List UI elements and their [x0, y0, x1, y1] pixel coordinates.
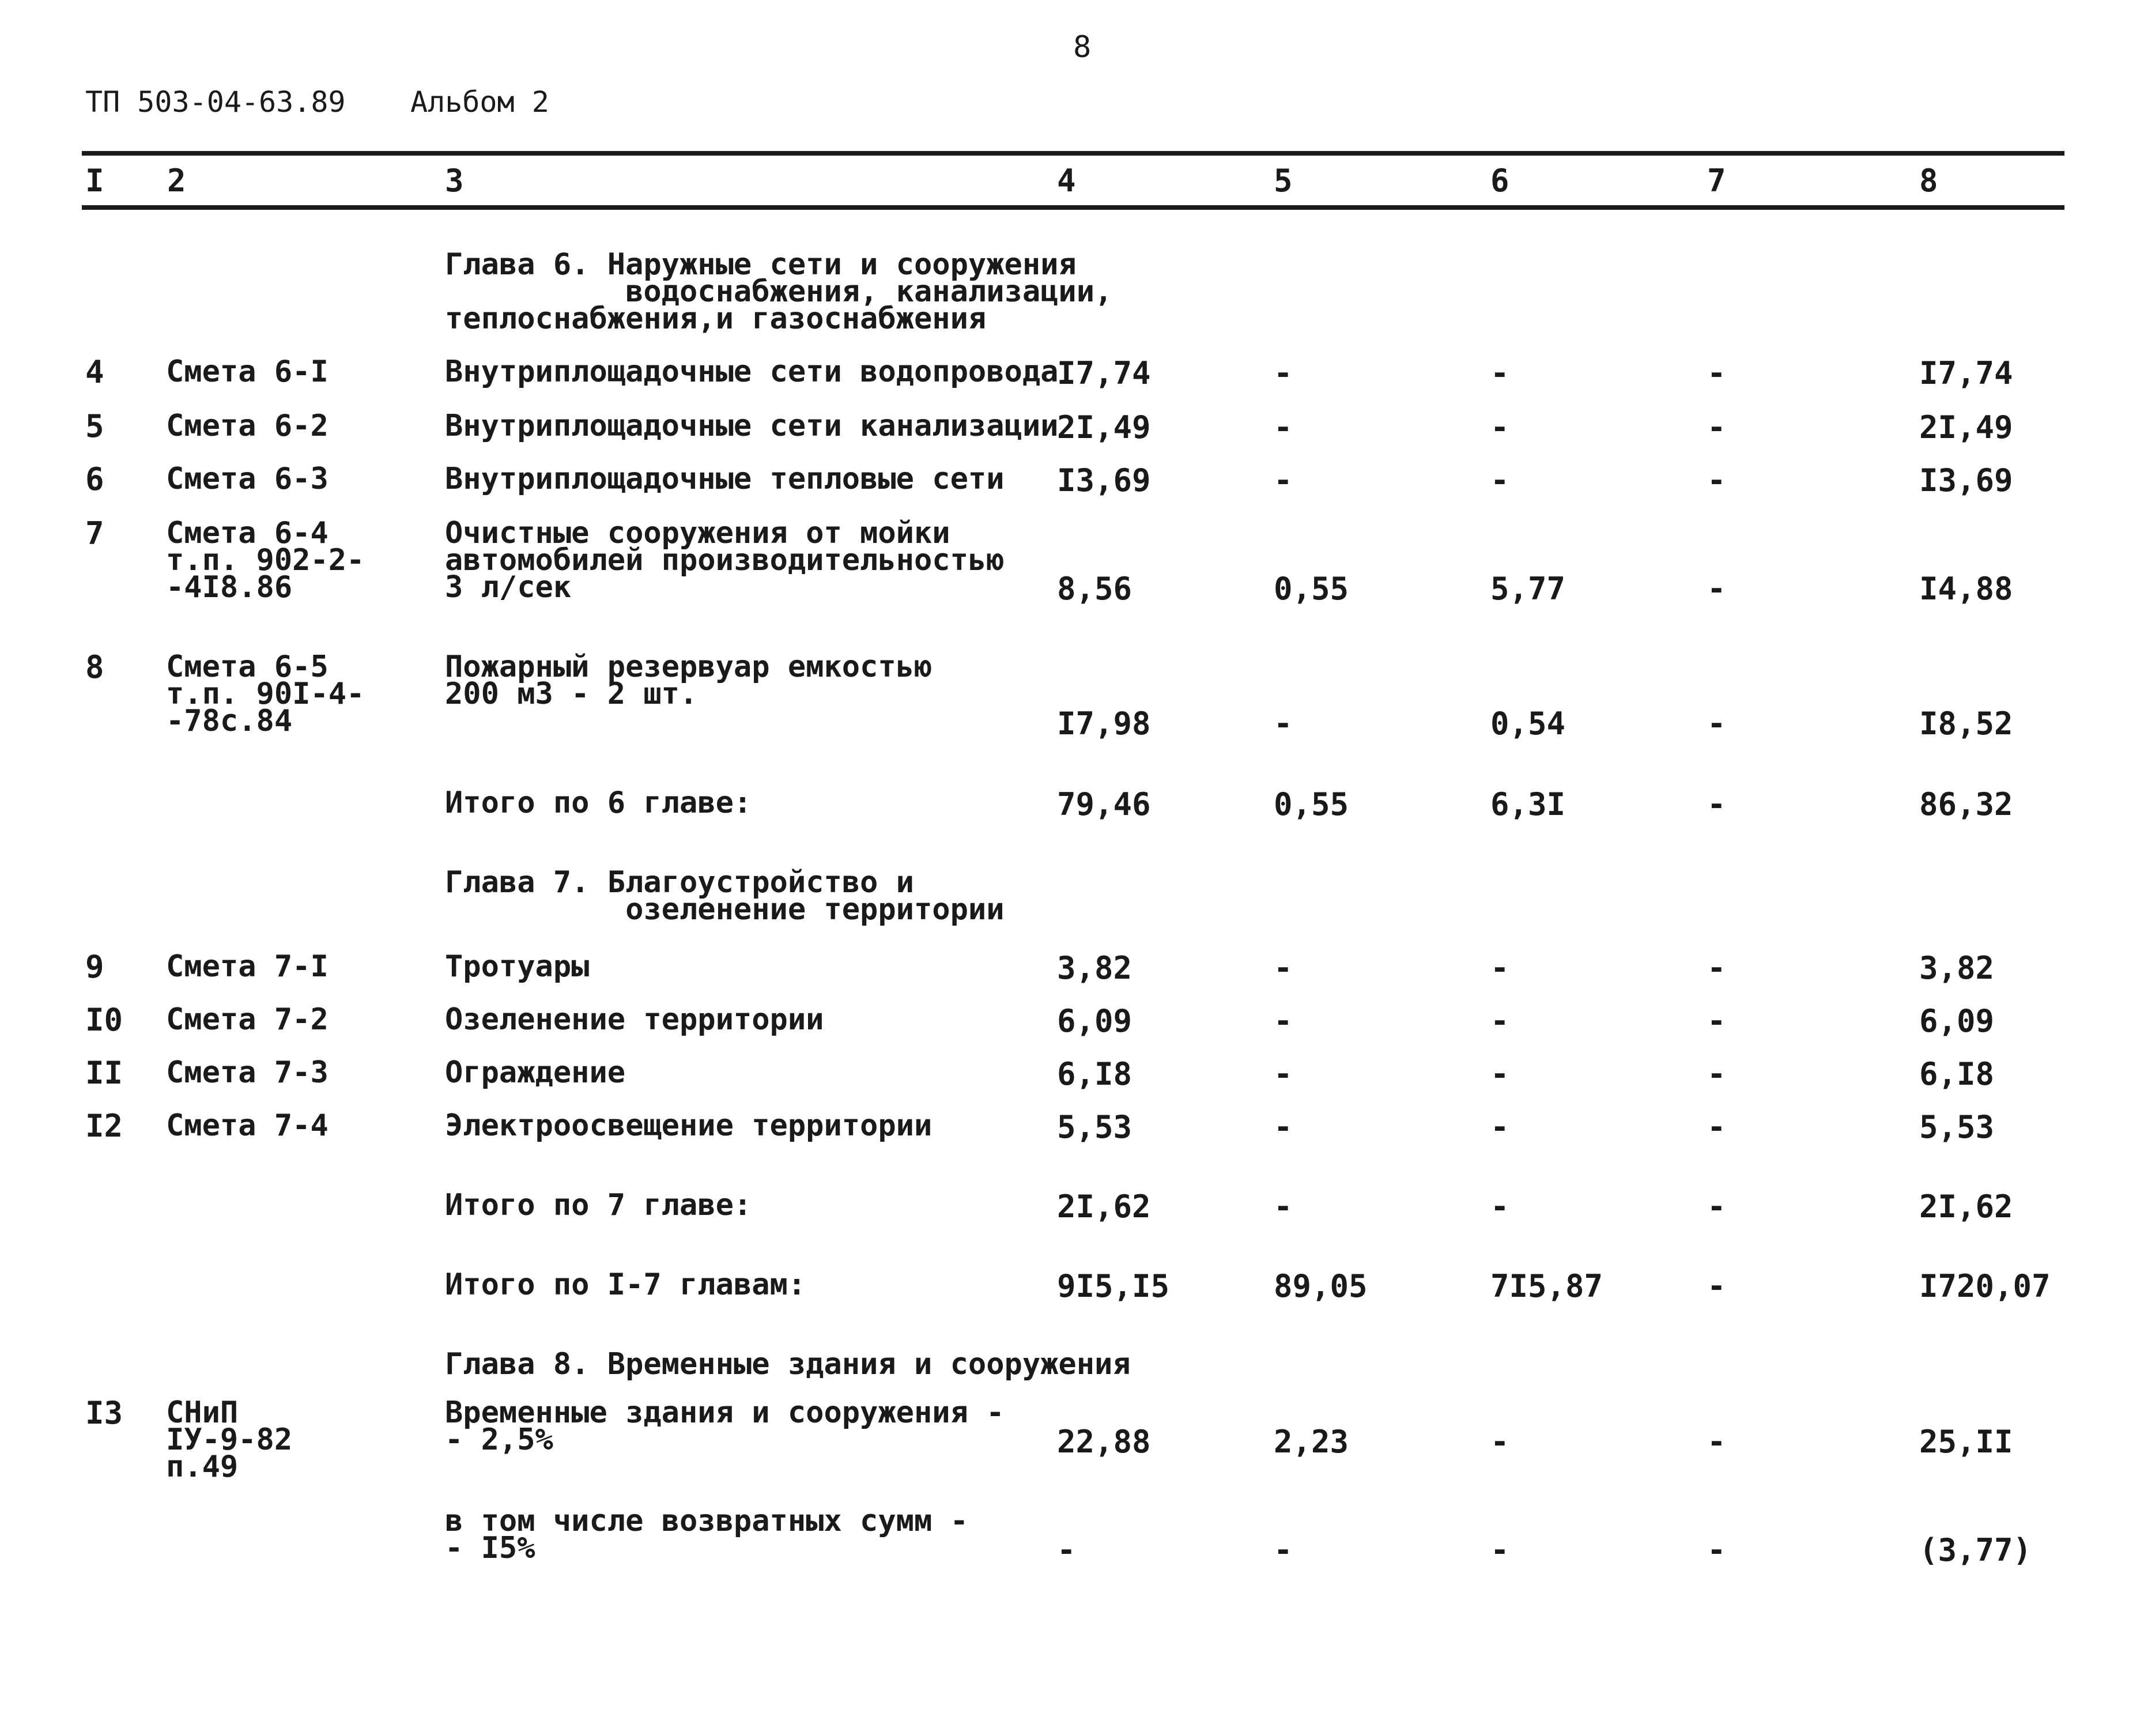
value-col8: 6,I8 — [1919, 1056, 1995, 1092]
estimate-ref: Смета 7-I — [166, 949, 329, 984]
value-col5: - — [1274, 1532, 1293, 1568]
column-header-5: 5 — [1274, 163, 1293, 199]
value-col6: - — [1490, 409, 1509, 446]
value-col5: 0,55 — [1274, 571, 1349, 607]
grand-total-label: Итого по I-7 главам: — [445, 1267, 806, 1302]
table-top-rule — [82, 151, 2064, 156]
value-col5: - — [1274, 950, 1293, 986]
work-name: Электроосвещение территории — [445, 1108, 933, 1143]
value-col5: - — [1274, 1109, 1293, 1145]
column-header-8: 8 — [1919, 163, 1938, 199]
row-number: 9 — [85, 949, 104, 985]
chapter-6-title: Глава 6. Наружные сети и сооружения водоснабжения, канализации, теплоснабжения,и газоснабжения — [445, 247, 1113, 336]
estimate-ref: Смета 7-2 — [166, 1002, 329, 1037]
work-name: Внутриплощадочные тепловые сети — [445, 462, 1005, 496]
value-col8: I720,07 — [1919, 1268, 2051, 1304]
estimate-ref: Смета 6-3 — [166, 462, 329, 496]
estimate-ref: Смета 7-4 — [166, 1108, 329, 1143]
value-col7: - — [1707, 1056, 1726, 1092]
value-col5: - — [1274, 1003, 1293, 1039]
value-col8: 25,II — [1919, 1424, 2013, 1460]
work-name: Внутриплощадочные сети водопровода — [445, 354, 1059, 389]
value-col7: - — [1707, 1532, 1726, 1568]
value-col4: 8,56 — [1057, 571, 1133, 607]
estimate-ref: Смета 6-2 — [166, 409, 329, 443]
estimate-ref: СНиП IУ-9-82 п.49 — [166, 1395, 293, 1484]
value-col4: 9I5,I5 — [1057, 1268, 1170, 1304]
value-col4: 22,88 — [1057, 1424, 1151, 1460]
value-col8: 2I,49 — [1919, 409, 2013, 446]
estimate-ref: Смета 6-5 т.п. 90I-4- -78с.84 — [166, 650, 365, 738]
value-col8: I8,52 — [1919, 705, 2013, 742]
value-col6: 6,3I — [1490, 786, 1566, 822]
value-col4: I7,74 — [1057, 355, 1151, 391]
value-col8: 5,53 — [1919, 1109, 1995, 1145]
value-col4: 6,I8 — [1057, 1056, 1133, 1092]
row-number: 6 — [85, 461, 104, 497]
value-col7: - — [1707, 950, 1726, 986]
value-col4: 3,82 — [1057, 950, 1133, 986]
row-number: 5 — [85, 408, 104, 444]
value-col6: 5,77 — [1490, 571, 1566, 607]
value-col6: - — [1490, 355, 1509, 391]
column-header-6: 6 — [1490, 163, 1509, 199]
row-number: II — [85, 1055, 123, 1091]
returns-label: в том числе возвратных сумм - - I5% — [445, 1504, 968, 1565]
total-label: Итого по 7 главе: — [445, 1188, 752, 1222]
value-col7: - — [1707, 705, 1726, 742]
work-name: Очистные сооружения от мойки автомобилей производительностью 3 л/сек — [445, 516, 1005, 605]
value-col7: - — [1707, 355, 1726, 391]
value-col4: - — [1057, 1532, 1076, 1568]
value-col8: 2I,62 — [1919, 1188, 2013, 1225]
chapter-7-title: Глава 7. Благоустройство и озеленение территории — [445, 865, 1005, 927]
estimate-ref: Смета 6-4 т.п. 902-2- -4I8.86 — [166, 516, 365, 605]
value-col4: 5,53 — [1057, 1109, 1133, 1145]
work-name: Озеленение территории — [445, 1002, 824, 1037]
value-col4: 79,46 — [1057, 786, 1151, 822]
value-col5: - — [1274, 462, 1293, 499]
value-col8: 6,09 — [1919, 1003, 1995, 1039]
row-number: 7 — [85, 515, 104, 552]
value-col7: - — [1707, 1188, 1726, 1225]
table-header-rule — [82, 205, 2064, 210]
page-number: 8 — [1073, 30, 1092, 65]
row-number: 8 — [85, 649, 104, 685]
value-col7: - — [1707, 462, 1726, 499]
value-col5: 89,05 — [1274, 1268, 1368, 1304]
value-col7: - — [1707, 571, 1726, 607]
value-col4: 6,09 — [1057, 1003, 1133, 1039]
value-col7: - — [1707, 786, 1726, 822]
work-name: Внутриплощадочные сети канализации — [445, 409, 1059, 443]
column-header-7: 7 — [1707, 163, 1726, 199]
value-col6: - — [1490, 1532, 1509, 1568]
column-header-2: 2 — [167, 163, 186, 199]
work-name: Тротуары — [445, 949, 590, 984]
value-col8: 3,82 — [1919, 950, 1995, 986]
value-col6: - — [1490, 1424, 1509, 1460]
value-col6: - — [1490, 950, 1509, 986]
value-col5: - — [1274, 705, 1293, 742]
value-col8: I4,88 — [1919, 571, 2013, 607]
total-label: Итого по 6 главе: — [445, 786, 752, 820]
value-col6: 0,54 — [1490, 705, 1566, 742]
value-col4: I7,98 — [1057, 705, 1151, 742]
value-col7: - — [1707, 1268, 1726, 1304]
value-col7: - — [1707, 1424, 1726, 1460]
value-col8: 86,32 — [1919, 786, 2013, 822]
column-header-3: 3 — [445, 163, 464, 199]
value-col4: I3,69 — [1057, 462, 1151, 499]
estimate-ref: Смета 7-3 — [166, 1055, 329, 1090]
estimate-ref: Смета 6-I — [166, 354, 329, 389]
value-col8: I7,74 — [1919, 355, 2013, 391]
value-col6: - — [1490, 1109, 1509, 1145]
value-col4: 2I,49 — [1057, 409, 1151, 446]
value-col5: - — [1274, 355, 1293, 391]
value-col6: - — [1490, 462, 1509, 499]
document-code: ТП 503-04-63.89 — [85, 85, 346, 119]
work-name: Временные здания и сооружения - - 2,5% — [445, 1395, 1005, 1457]
value-col7: - — [1707, 1003, 1726, 1039]
value-col7: - — [1707, 409, 1726, 446]
value-col4: 2I,62 — [1057, 1188, 1151, 1225]
row-number: 4 — [85, 354, 104, 390]
value-col5: - — [1274, 409, 1293, 446]
value-col8: I3,69 — [1919, 462, 2013, 499]
column-header-4: 4 — [1057, 163, 1076, 199]
work-name: Ограждение — [445, 1055, 626, 1090]
row-number: I0 — [85, 1002, 123, 1038]
row-number: I3 — [85, 1395, 123, 1431]
value-col5: 2,23 — [1274, 1424, 1349, 1460]
value-col5: - — [1274, 1188, 1293, 1225]
value-col8: (3,77) — [1919, 1532, 2032, 1568]
work-name: Пожарный резервуар емкостью 200 м3 - 2 шт. — [445, 650, 933, 711]
value-col6: - — [1490, 1188, 1509, 1225]
value-col5: - — [1274, 1056, 1293, 1092]
row-number: I2 — [85, 1108, 123, 1144]
value-col6: - — [1490, 1056, 1509, 1092]
value-col5: 0,55 — [1274, 786, 1349, 822]
value-col7: - — [1707, 1109, 1726, 1145]
value-col6: - — [1490, 1003, 1509, 1039]
value-col6: 7I5,87 — [1490, 1268, 1603, 1304]
chapter-8-title: Глава 8. Временные здания и сооружения — [445, 1347, 1131, 1382]
column-header-1: I — [85, 163, 104, 199]
album-label: Альбом 2 — [410, 85, 549, 119]
